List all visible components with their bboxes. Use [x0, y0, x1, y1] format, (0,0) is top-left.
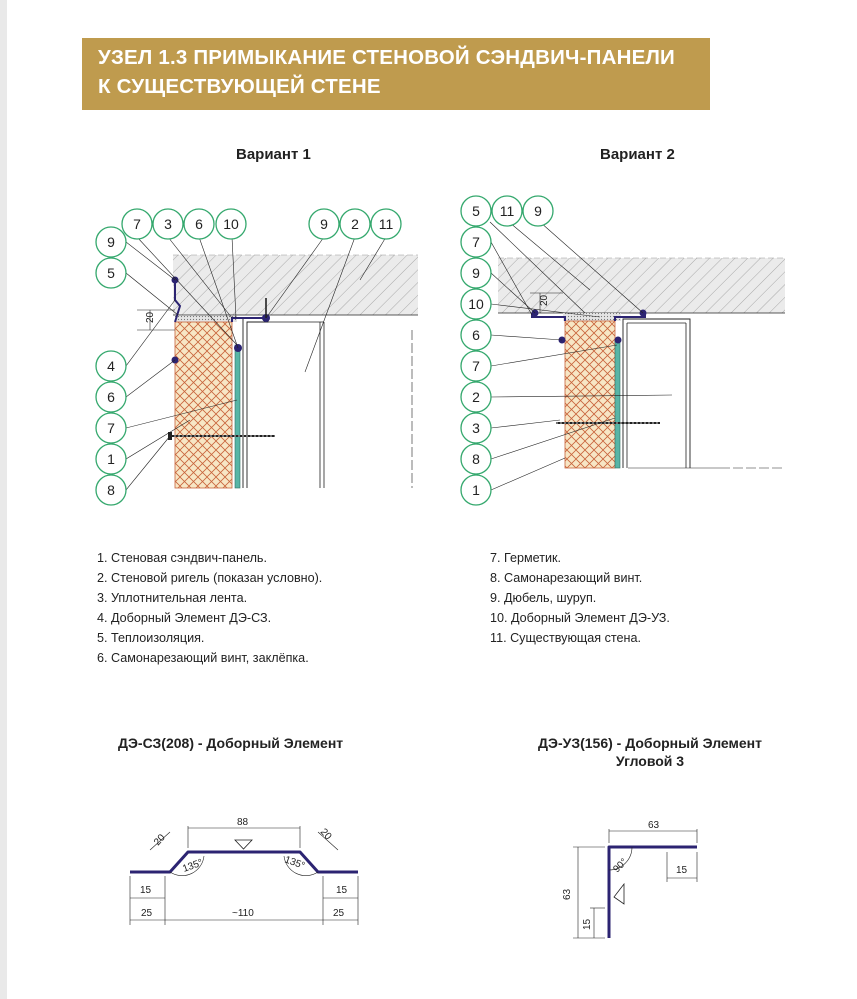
callout-v2-left-6-label: 2 [472, 389, 480, 405]
wall-girt-2 [623, 319, 690, 468]
callout-v1-left-1-label: 9 [107, 234, 115, 250]
page-title-line-1: УЗЕЛ 1.3 ПРИМЫКАНИЕ СТЕНОВОЙ СЭНДВИЧ-ПАНЕЛИ [98, 46, 675, 69]
p1-dim-top: 88 [237, 817, 249, 828]
existing-wall [173, 255, 418, 315]
legend-item: 5. Теплоизоляция. [97, 631, 205, 645]
profile-1-shape [130, 852, 358, 875]
p1-dim-flange-left: 15 [140, 885, 152, 896]
legend-item: 7. Герметик. [490, 551, 562, 565]
callout-v2-left-9-label: 1 [472, 482, 480, 498]
callout-v1-left-5-label: 7 [107, 420, 115, 436]
legend-item: 8. Самонарезающий винт. [490, 571, 643, 585]
p2-dim-height: 63 [562, 888, 573, 900]
variant-2-drawing [461, 196, 785, 505]
legend-item: 11. Существующая стена. [490, 631, 641, 645]
sealant-2 [615, 340, 620, 468]
sealant [235, 345, 240, 488]
callout-v2-left-3-label: 10 [468, 296, 484, 312]
legend-item: 4. Доборный Элемент ДЭ-СЗ. [97, 611, 272, 625]
callout-v2-left-2-label: 9 [472, 265, 480, 281]
callout-v2-top-2-label: 11 [499, 203, 515, 219]
variant-1-drawing [96, 209, 418, 505]
legend-item: 9. Дюбель, шуруп. [490, 591, 597, 605]
callout-v1-top-1-label: 7 [133, 216, 141, 232]
callout-v2-left-4-label: 6 [472, 327, 480, 343]
v1-dim-20: 20 [145, 311, 156, 323]
p1-dim-middle-width: ~110 [232, 908, 254, 919]
page-title-line-2: К СУЩЕСТВУЮЩЕЙ СТЕНЕ [98, 75, 381, 98]
sandwich-panel [175, 322, 232, 488]
callout-v1-top-6-label: 2 [351, 216, 359, 232]
profile-1-drawing [130, 817, 358, 925]
p1-angle-right: 135° [282, 854, 307, 872]
wall-girt [243, 318, 268, 488]
callout-v2-left-8-label: 8 [472, 451, 480, 467]
legend-left [97, 548, 322, 668]
legend-item: 1. Стеновая сэндвич-панель. [97, 551, 267, 565]
legend-item: 6. Самонарезающий винт, заклёпка. [97, 651, 309, 665]
v2-dim-20: 20 [539, 294, 550, 306]
callout-v2-left-7-label: 3 [472, 420, 480, 436]
callout-v2-left-1-label: 7 [472, 234, 480, 250]
variant-1-title: Вариант 1 [236, 146, 311, 163]
callout-v1-left-4-label: 6 [107, 389, 115, 405]
callout-v2-top-3-label: 9 [534, 203, 542, 219]
callout-v2-top-1-label: 5 [472, 203, 480, 219]
p1-angle-left: 135° [181, 857, 205, 875]
profile-2-title [530, 734, 770, 770]
p1-dim-left-width: 25 [141, 908, 153, 919]
p2-dim-flange: 15 [676, 865, 688, 876]
callout-v1-left-3-label: 4 [107, 358, 115, 374]
p2-dim-top: 63 [648, 820, 660, 831]
sealing-tape-2 [563, 313, 621, 321]
profile-2-title-line-1: ДЭ-УЗ(156) - Доборный Элемент [538, 735, 762, 751]
profile-1-title: ДЭ-СЗ(208) - Доборный Элемент [118, 735, 344, 751]
legend-item: 2. Стеновой ригель (показан условно). [97, 571, 323, 585]
callout-v1-top-5-label: 9 [320, 216, 328, 232]
p1-dim-right-width: 25 [333, 908, 345, 919]
p2-angle: 90° [611, 856, 630, 876]
profile-2-title-line-2: Угловой 3 [615, 753, 685, 769]
p1-dim-flange-right: 15 [336, 885, 348, 896]
callout-v2-left-5-label: 7 [472, 358, 480, 374]
legend-item: 3. Уплотнительная лента. [97, 591, 248, 605]
callout-v1-top-2-label: 3 [164, 216, 172, 232]
callout-v1-left-6-label: 1 [107, 451, 115, 467]
legend-right [490, 548, 670, 648]
callout-v1-top-4-label: 10 [223, 216, 239, 232]
callout-v1-left-2-label: 5 [107, 265, 115, 281]
variant-2-title: Вариант 2 [600, 146, 675, 163]
profile-2-drawing [562, 820, 697, 938]
callout-v1-top-3-label: 6 [195, 216, 203, 232]
sandwich-panel-2 [565, 321, 615, 468]
callout-v1-left-7-label: 8 [107, 482, 115, 498]
p1-dim-slope-left: 20 [152, 832, 168, 849]
callout-v1-top-7-label: 11 [378, 216, 394, 232]
legend-item: 10. Доборный Элемент ДЭ-УЗ. [490, 611, 670, 625]
p1-dim-slope-right: 20 [317, 826, 334, 843]
p2-dim-bottom-flange: 15 [582, 918, 593, 930]
